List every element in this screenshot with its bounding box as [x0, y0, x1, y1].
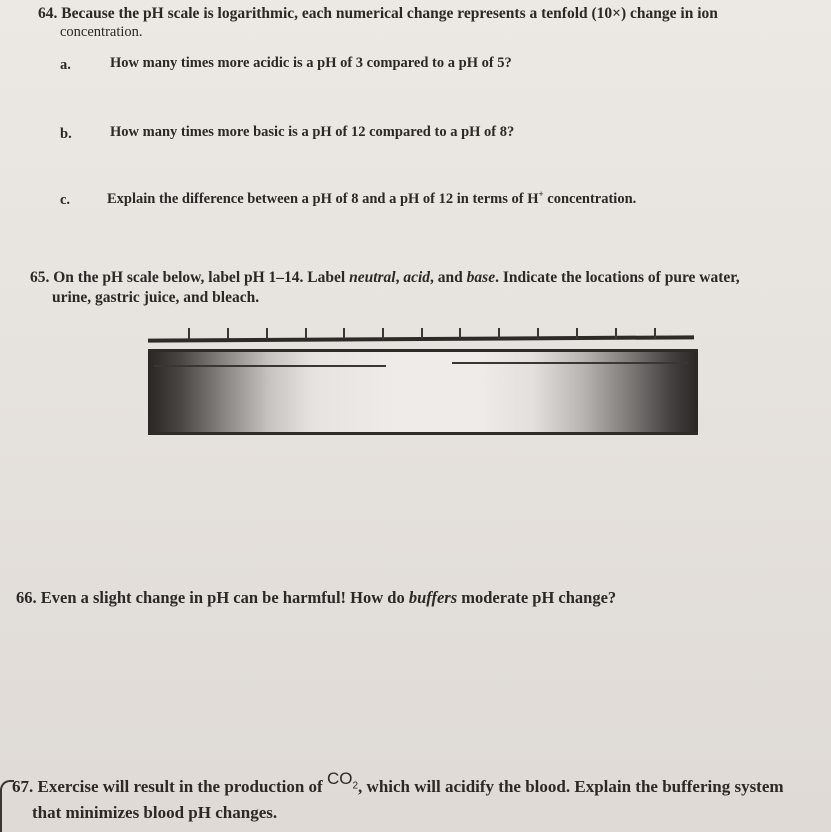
question-64c-text-after: concentration.	[543, 190, 637, 207]
base-term: base	[466, 269, 496, 286]
question-66	[16, 589, 616, 608]
scale-tick	[266, 328, 268, 339]
scale-tick	[382, 328, 384, 339]
buffers-term: buffers	[408, 588, 458, 607]
question-65-intro: 65. On the pH scale below, label pH 1–14. Label	[30, 269, 350, 286]
question-65-line-1	[30, 269, 740, 287]
co2-formula: $CO_2$	[326, 769, 359, 792]
acid-label-line	[154, 365, 386, 367]
scale-tick	[615, 328, 617, 339]
question-64a-text: How many times more acidic is a pH of 3 compared to a pH of 5?	[110, 55, 512, 71]
scale-tick	[227, 328, 229, 339]
acid-term: acid	[403, 269, 431, 286]
scale-tick	[305, 328, 307, 339]
scale-tick	[654, 328, 656, 339]
scale-tick	[576, 328, 578, 339]
question-67-line-2: that minimizes blood pH changes.	[32, 803, 278, 822]
question-67-before: 67. Exercise will result in the production of	[12, 777, 327, 796]
question-66-before: 66. Even a slight change in pH can be harmful! How do	[16, 588, 409, 607]
question-64c-text-before: Explain the difference between a pH of 8 and a pH of 12 in terms of H	[107, 190, 539, 207]
base-label-line	[452, 362, 688, 364]
question-65-and: , and	[430, 269, 467, 286]
neutral-term: neutral	[349, 269, 396, 286]
question-66-after: moderate pH change?	[457, 588, 617, 607]
question-67-after: , which will acidify the blood. Explain the buffering system	[358, 777, 784, 796]
question-65-rest: . Indicate the locations of pure water,	[495, 269, 740, 286]
question-64b-letter: b.	[60, 126, 72, 142]
question-64-line-2: concentration.	[60, 24, 143, 40]
question-64b-text: How many times more basic is a pH of 12 compared to a pH of 8?	[110, 124, 515, 140]
scale-tick	[188, 328, 190, 339]
co2-subscript: 2	[352, 780, 359, 792]
scale-tick	[498, 328, 500, 339]
question-65-comma: ,	[395, 269, 404, 286]
question-64c-letter: c.	[60, 192, 71, 208]
hydrogen-ion-superscript: +	[538, 189, 544, 199]
question-65-line-2: urine, gastric juice, and bleach.	[52, 289, 260, 306]
question-64c-text	[107, 189, 636, 208]
question-64-line-1: 64. Because the pH scale is logarithmic, each numerical change represents a tenfold (10×) change in ion	[38, 5, 718, 22]
scale-tick	[343, 328, 345, 339]
scale-tick	[421, 328, 423, 339]
ph-scale-figure	[146, 322, 702, 442]
question-67-line-1	[12, 769, 784, 800]
scale-tick	[459, 328, 461, 339]
question-64a-letter: a.	[60, 57, 71, 73]
scale-tick	[537, 328, 539, 339]
